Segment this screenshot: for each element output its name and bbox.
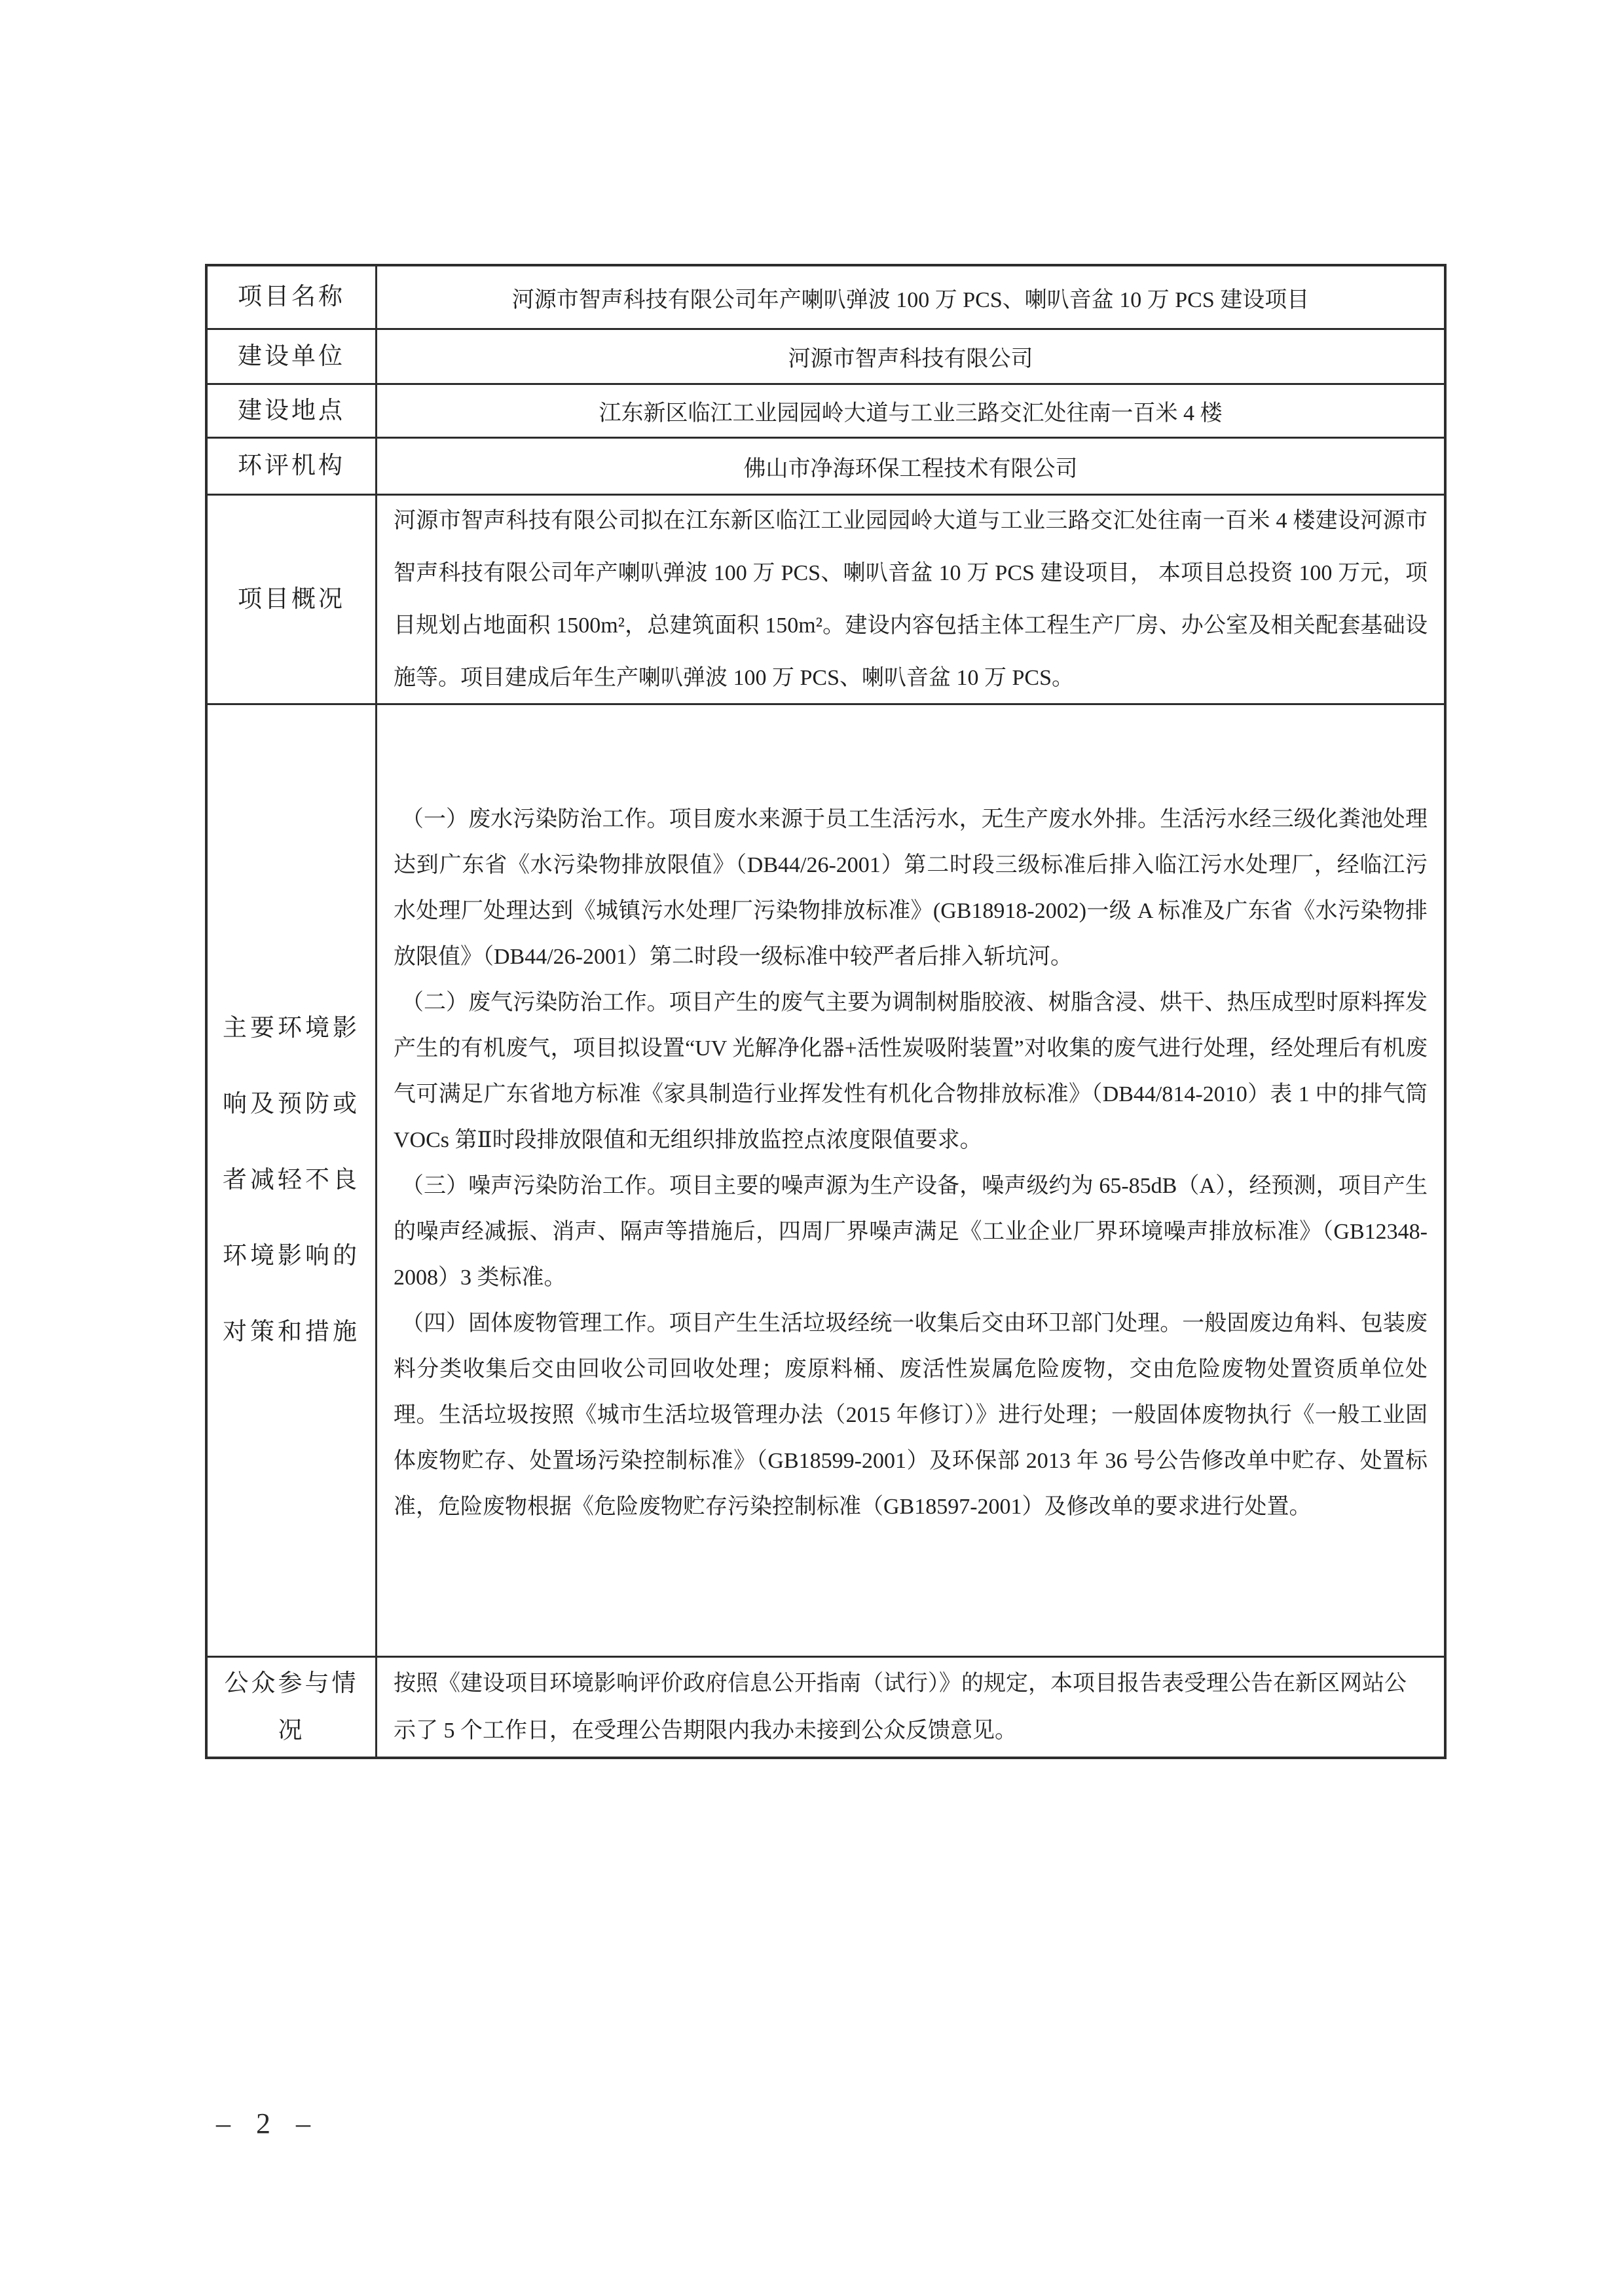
measure-paragraph: （四）固体废物管理工作。项目产生生活垃圾经统一收集后交由环卫部门处理。一般固废边角料、包装废料分类收集后交由回收公司回收处理；废原料桶、废活性炭属危险废物，交由危险废物处置资质单位处理。生活垃圾按照《城市生活垃圾管理办法（2015 年修订）》进行处理；一般固体废物执行《一般工业固体废物贮存、处置场污染控制标准》（GB18599-2001）及环保部 2013 年 36 号公告修改单中贮存、处置标准，危险废物根据《危险废物贮存污染控制标准（GB18597-2001）及修改单的要求进行处置。 xyxy=(394,1311,1428,1519)
measure-paragraph: （二）废气污染防治工作。项目产生的废气主要为调制树脂胶液、树脂含浸、烘干、热压成型时原料挥发产生的有机废气，项目拟设置“UV 光解净化器+活性炭吸附装置”对收集的废气进行处理，经处理后有机废气可满足广东省地方标准《家具制造行业挥发性有机化合物排放标准》（DB44/814-2010）表 1 中的排气筒 VOCs 第Ⅱ时段排放限值和无组织排放监控点浓度限值要求。 xyxy=(394,991,1428,1152)
row-label-project-overview: 项目概况 xyxy=(208,496,377,703)
row-value-construction-site: 江东新区临江工业园园岭大道与工业三路交汇处往南一百米 4 楼 xyxy=(599,401,1223,426)
row-label-project-name: 项目名称 xyxy=(208,266,377,328)
public-participation-paragraph: 按照《建设项目环境影响评价政府信息公开指南（试行）》的规定，本项目报告表受理公告在新区网站公示了 5 个工作日，在受理公告期限内我办未接到公众反馈意见。 xyxy=(394,1671,1407,1743)
row-value-project-name: 河源市智声科技有限公司年产喇叭弹波 100 万 PCS、喇叭音盆 10 万 PCS 建设项目 xyxy=(511,287,1310,312)
table-row-construction-unit xyxy=(208,328,1444,383)
table-row-environmental-measures xyxy=(208,703,1444,1656)
table-row-eia-agency xyxy=(208,437,1444,494)
row-label-construction-unit: 建设单位 xyxy=(208,330,377,383)
row-label-eia-agency: 环评机构 xyxy=(208,439,377,494)
row-label-environmental-measures: 主要环境影响及预防或者减轻不良环境影响的对策和措施 xyxy=(208,705,377,1656)
table-row-public-participation xyxy=(208,1656,1444,1757)
row-label-construction-site: 建设地点 xyxy=(208,385,377,437)
row-value-construction-unit: 河源市智声科技有限公司 xyxy=(788,347,1033,371)
row-label-public-participation: 公众参与情况 xyxy=(208,1658,377,1757)
eia-approval-table xyxy=(205,264,1447,1759)
row-value-eia-agency: 佛山市净海环保工程技术有限公司 xyxy=(743,456,1078,481)
page-number: – 2 – xyxy=(216,2107,320,2140)
measure-paragraph: （一）废水污染防治工作。项目废水来源于员工生活污水，无生产废水外排。生活污水经三级化粪池处理达到广东省《水污染物排放限值》（DB44/26-2001）第二时段三级标准后排入临江污水处理厂，经临江污水处理厂处理达到《城镇污水处理厂污染物排放标准》(GB18918-2002)一级 A 标准及广东省《水污染物排放限值》（DB44/26-2001）第二时段一级标准中较严者后排入斩坑河。 xyxy=(394,807,1428,969)
row-value-project-overview xyxy=(377,496,1444,703)
table-row-project-overview xyxy=(208,494,1444,703)
project-overview-paragraph: 河源市智声科技有限公司拟在江东新区临江工业园园岭大道与工业三路交汇处往南一百米 4 楼建设河源市智声科技有限公司年产喇叭弹波 100 万 PCS、喇叭音盆 10 万 PCS 建设项目， 本项目总投资 100 万元，项目规划占地面积 1500m²，总建筑面积 150m²。建设内容包括主体工程生产厂房、办公室及相关配套基础设施等。项目建成后年生产喇叭弹波 100 万 PCS、喇叭音盆 10 万 PCS。 xyxy=(394,508,1428,690)
row-value-public-participation xyxy=(377,1658,1444,1757)
row-value-environmental-measures xyxy=(377,705,1444,1656)
table-row-construction-site xyxy=(208,383,1444,437)
table-row-project-name xyxy=(208,266,1444,328)
measure-paragraph: （三）噪声污染防治工作。项目主要的噪声源为生产设备，噪声级约为 65-85dB（A），经预测，项目产生的噪声经减振、消声、隔声等措施后，四周厂界噪声满足《工业企业厂界环境噪声排放标准》（GB12348-2008）3 类标准。 xyxy=(394,1174,1428,1290)
